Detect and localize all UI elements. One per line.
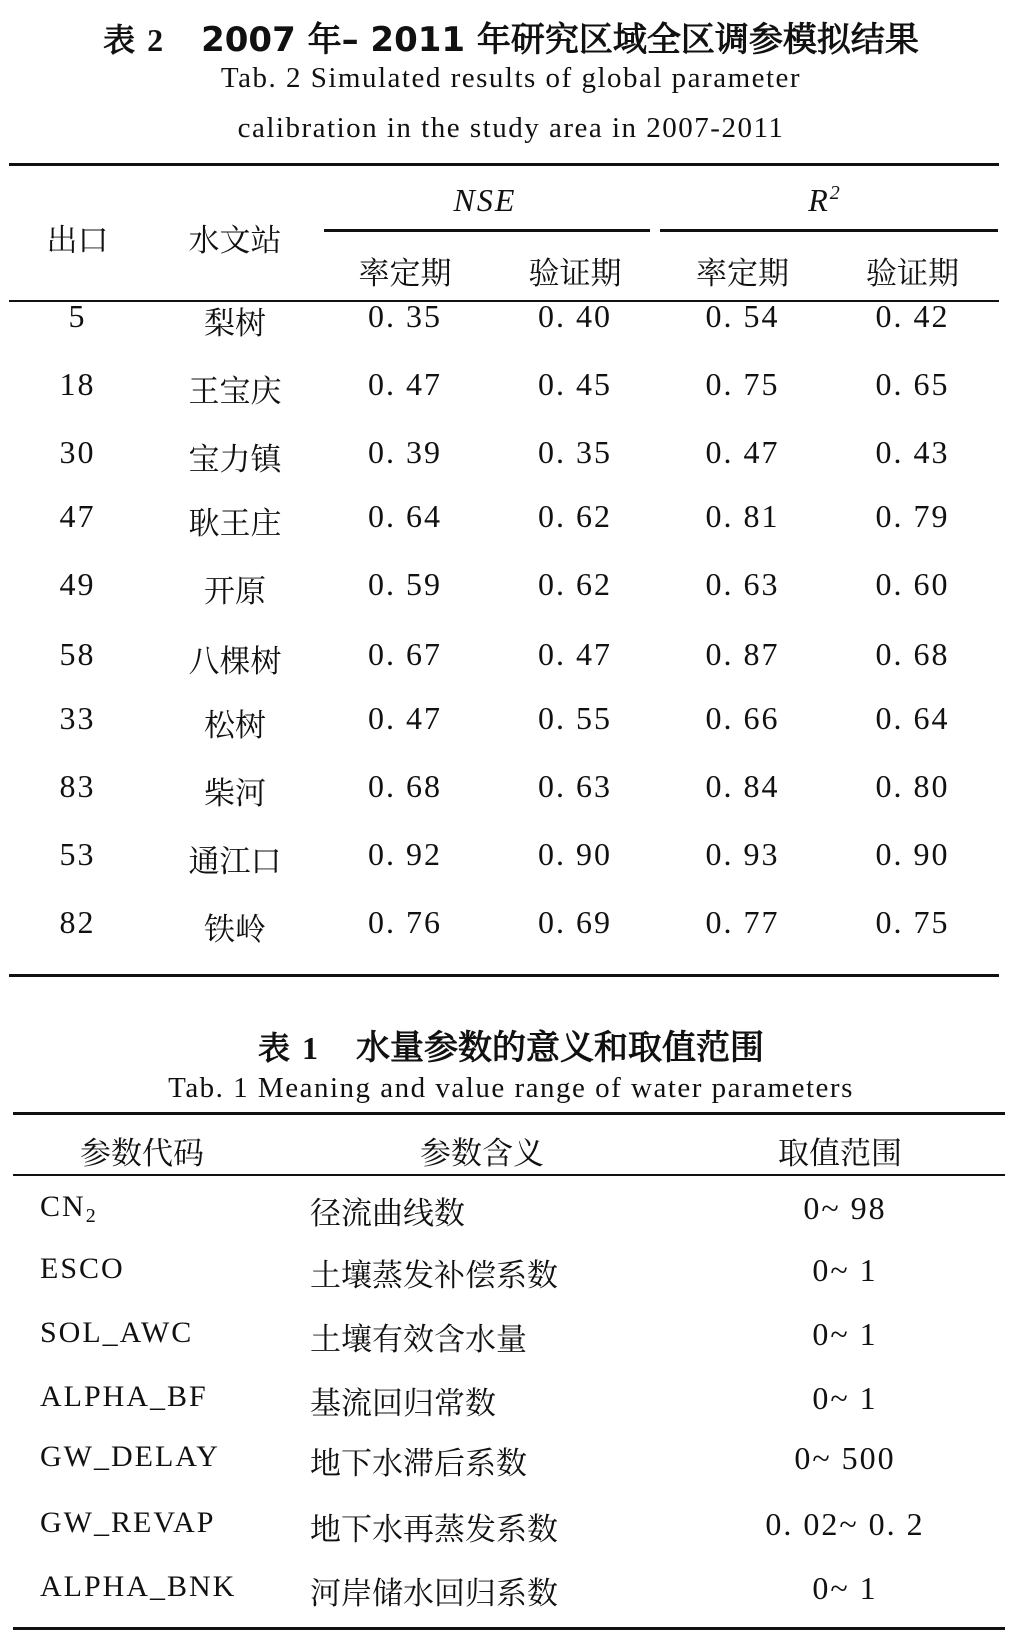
station-cell: 开原 xyxy=(204,574,266,610)
nse-validation-cell: 0. 63 xyxy=(538,768,612,804)
r2-validation-cell: 0. 60 xyxy=(875,566,950,602)
outlet-cell: 83 xyxy=(59,768,96,804)
header-param-code: 参数代码 xyxy=(80,1136,204,1172)
param-meaning-cell: 径流曲线数 xyxy=(310,1196,465,1232)
station-cell: 松树 xyxy=(204,708,266,744)
header-param-meaning: 参数含义 xyxy=(420,1136,544,1172)
param-range-cell: 0. 02~ 0. 2 xyxy=(765,1506,925,1542)
param-code-cell: ESCO xyxy=(40,1252,125,1285)
outlet-cell: 18 xyxy=(59,366,96,402)
header-nse: NSE xyxy=(453,182,517,218)
outlet-cell: 58 xyxy=(59,636,96,672)
outlet-cell: 49 xyxy=(59,566,96,602)
param-code-cell: GW_DELAY xyxy=(40,1440,220,1473)
header-outlet: 出口 xyxy=(46,223,109,259)
r2-calibration-cell: 0. 75 xyxy=(705,366,780,402)
nse-calibration-cell: 0. 59 xyxy=(368,566,442,602)
nse-validation-cell: 0. 69 xyxy=(538,904,612,940)
station-cell: 通江口 xyxy=(188,844,282,880)
table1-bottom-rule xyxy=(13,1627,1005,1630)
r2-validation-cell: 0. 79 xyxy=(875,498,950,534)
outlet-cell: 5 xyxy=(68,298,87,334)
nse-calibration-cell: 0. 35 xyxy=(368,298,442,334)
r2-calibration-cell: 0. 77 xyxy=(705,904,780,940)
r2-calibration-cell: 0. 87 xyxy=(705,636,780,672)
r2-calibration-cell: 0. 93 xyxy=(705,836,780,872)
r2-validation-cell: 0. 75 xyxy=(875,904,950,940)
param-range-cell: 0~ 98 xyxy=(803,1190,887,1226)
header-nse-validation: 验证期 xyxy=(528,256,622,292)
station-cell: 柴河 xyxy=(204,776,266,812)
param-meaning-cell: 地下水再蒸发系数 xyxy=(310,1512,558,1548)
param-range-cell: 0~ 1 xyxy=(812,1252,878,1288)
r2-group-rule xyxy=(660,229,998,232)
table1-title-cn: 水量参数的意义和取值范围 xyxy=(356,1028,764,1068)
r2-calibration-cell: 0. 66 xyxy=(705,700,780,736)
param-meaning-cell: 河岸储水回归系数 xyxy=(310,1576,558,1612)
r2-validation-cell: 0. 42 xyxy=(875,298,950,334)
nse-validation-cell: 0. 45 xyxy=(538,366,612,402)
r2-calibration-cell: 0. 63 xyxy=(705,566,780,602)
nse-validation-cell: 0. 40 xyxy=(538,298,612,334)
table1-header-rule xyxy=(13,1174,1005,1176)
table2-top-rule xyxy=(9,163,999,166)
param-meaning-cell: 基流回归常数 xyxy=(310,1386,496,1422)
param-code-cell: ALPHA_BNK xyxy=(40,1570,237,1603)
param-meaning-cell: 土壤有效含水量 xyxy=(310,1322,527,1358)
r2-validation-cell: 0. 68 xyxy=(875,636,950,672)
nse-calibration-cell: 0. 64 xyxy=(368,498,442,534)
outlet-cell: 47 xyxy=(59,498,96,534)
param-code-cell: $CN_2$ xyxy=(40,1190,98,1227)
station-cell: 王宝庆 xyxy=(188,374,282,410)
nse-calibration-cell: 0. 76 xyxy=(368,904,442,940)
nse-validation-cell: 0. 62 xyxy=(538,498,612,534)
outlet-cell: 30 xyxy=(59,434,96,470)
station-cell: 耿王庄 xyxy=(188,506,282,542)
param-code-cell: GW_REVAP xyxy=(40,1506,216,1539)
r2-calibration-cell: 0. 54 xyxy=(705,298,780,334)
nse-calibration-cell: 0. 68 xyxy=(368,768,442,804)
param-range-cell: 0~ 1 xyxy=(812,1570,878,1606)
outlet-cell: 33 xyxy=(59,700,96,736)
nse-validation-cell: 0. 62 xyxy=(538,566,612,602)
header-station: 水文站 xyxy=(188,223,282,259)
r2-calibration-cell: 0. 81 xyxy=(705,498,780,534)
header-r2: $R^2$ xyxy=(808,182,842,218)
nse-calibration-cell: 0. 47 xyxy=(368,366,442,402)
param-range-cell: 0~ 1 xyxy=(812,1316,878,1352)
param-meaning-cell: 地下水滞后系数 xyxy=(310,1446,527,1482)
r2-validation-cell: 0. 90 xyxy=(875,836,950,872)
header-r2-calibration: 率定期 xyxy=(696,256,789,292)
param-range-cell: 0~ 1 xyxy=(812,1380,878,1416)
header-param-range: 取值范围 xyxy=(778,1136,902,1172)
nse-calibration-cell: 0. 67 xyxy=(368,636,442,672)
nse-validation-cell: 0. 35 xyxy=(538,434,612,470)
station-cell: 宝力镇 xyxy=(188,442,282,478)
header-r2-validation: 验证期 xyxy=(866,256,959,292)
nse-group-rule xyxy=(324,229,650,232)
table1-caption-en: Tab. 1 Meaning and value range of water parameters xyxy=(168,1072,854,1104)
nse-calibration-cell: 0. 47 xyxy=(368,700,442,736)
param-code-cell: ALPHA_BF xyxy=(40,1380,208,1413)
header-nse-calibration: 率定期 xyxy=(358,256,452,292)
table2-caption-cn xyxy=(0,12,1022,61)
table2-caption-en-line2: calibration in the study area in 2007-2011 xyxy=(237,112,785,144)
nse-calibration-cell: 0. 39 xyxy=(368,434,442,470)
table1-number: 表 1 xyxy=(257,1030,320,1066)
station-cell: 铁岭 xyxy=(204,912,266,948)
table2-bottom-rule xyxy=(9,974,999,977)
table2-caption-en-line1: Tab. 2 Simulated results of global parameter xyxy=(220,62,802,94)
table2-title-cn: 2007 年– 2011 年研究区域全区调参模拟结果 xyxy=(201,20,919,60)
r2-validation-cell: 0. 64 xyxy=(875,700,950,736)
table1-top-rule xyxy=(13,1112,1005,1115)
r2-calibration-cell: 0. 47 xyxy=(705,434,780,470)
outlet-cell: 53 xyxy=(59,836,96,872)
param-meaning-cell: 土壤蒸发补偿系数 xyxy=(310,1258,558,1294)
nse-calibration-cell: 0. 92 xyxy=(368,836,442,872)
station-cell: 梨树 xyxy=(204,306,266,342)
param-code-cell: SOL_AWC xyxy=(40,1316,194,1349)
param-range-cell: 0~ 500 xyxy=(794,1440,896,1476)
r2-validation-cell: 0. 65 xyxy=(875,366,950,402)
nse-validation-cell: 0. 90 xyxy=(538,836,612,872)
r2-validation-cell: 0. 80 xyxy=(875,768,950,804)
nse-validation-cell: 0. 47 xyxy=(538,636,612,672)
table1-caption-cn xyxy=(0,1020,1022,1069)
station-cell: 八棵树 xyxy=(188,644,282,680)
outlet-cell: 82 xyxy=(59,904,96,940)
r2-calibration-cell: 0. 84 xyxy=(705,768,780,804)
table2-number: 表 2 xyxy=(103,22,166,58)
r2-validation-cell: 0. 43 xyxy=(875,434,950,470)
nse-validation-cell: 0. 55 xyxy=(538,700,612,736)
